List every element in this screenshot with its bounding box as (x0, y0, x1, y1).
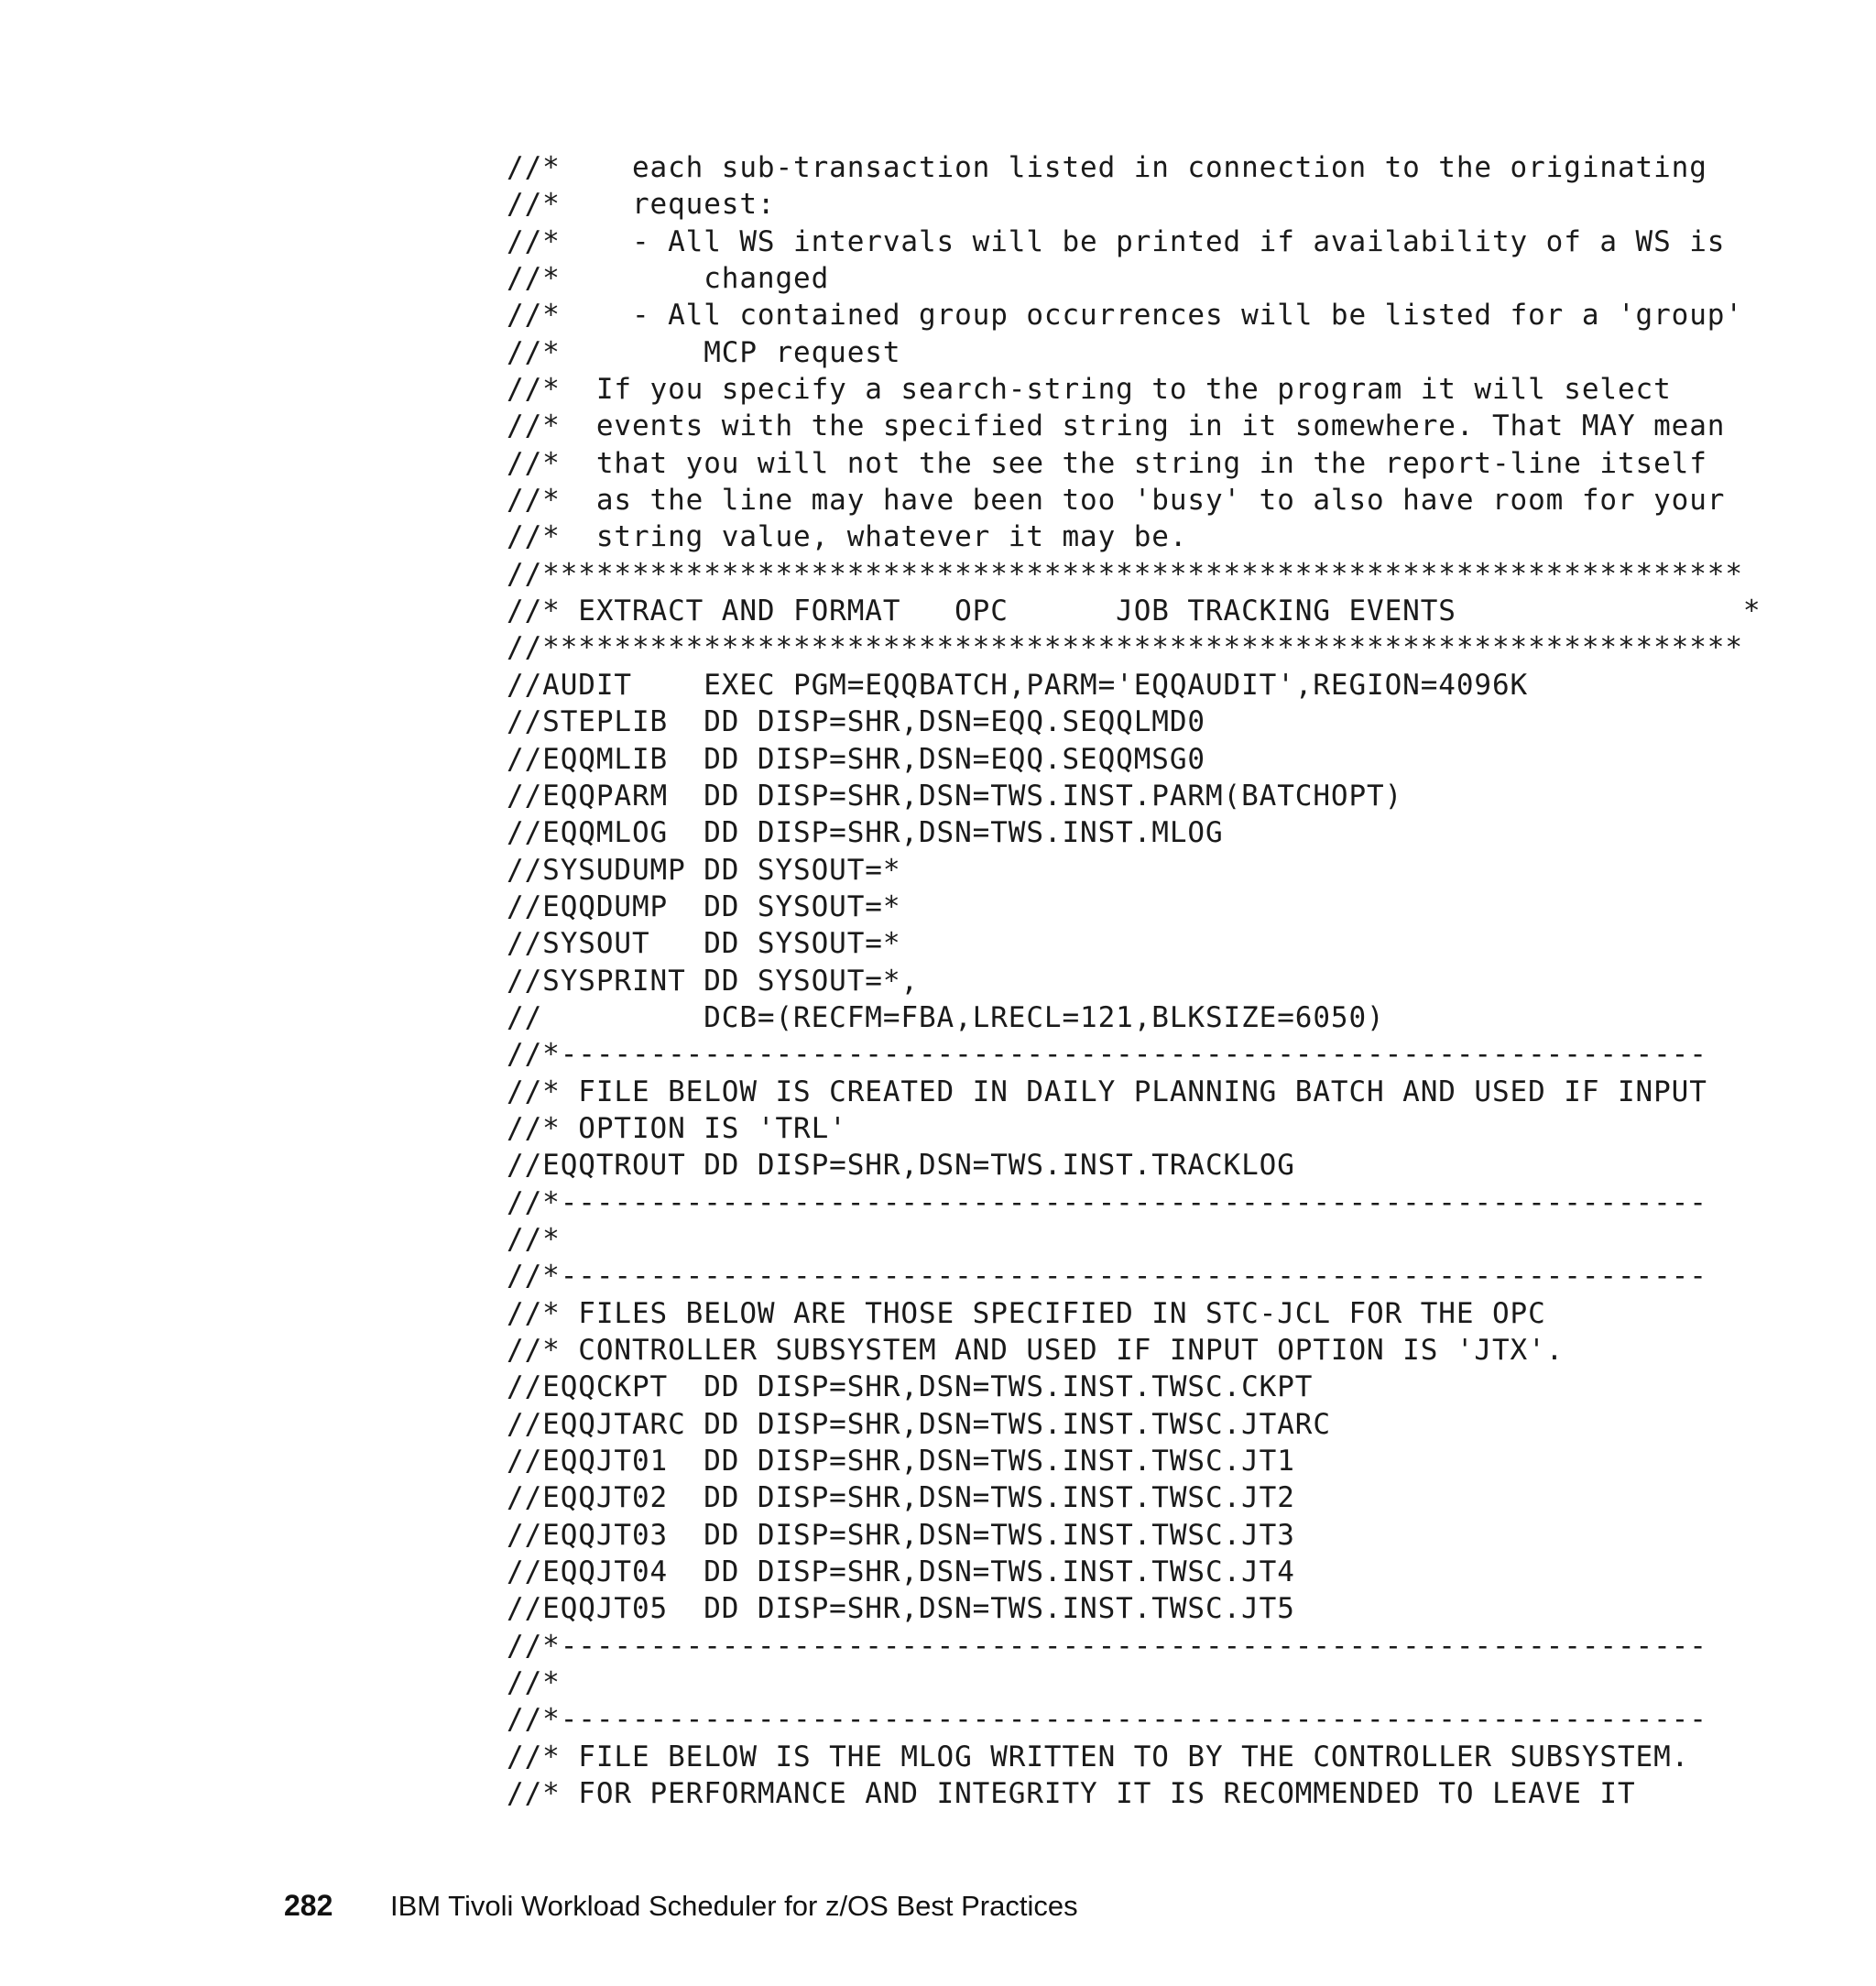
code-line: //EQQMLOG DD DISP=SHR,DSN=TWS.INST.MLOG (507, 816, 1224, 850)
code-line: //* each sub-transaction listed in connection to the originating (507, 151, 1707, 184)
code-line: //* (507, 1666, 561, 1700)
code-line: //SYSUDUMP DD SYSOUT=* (507, 853, 901, 887)
code-line: //* If you specify a search-string to the program it will select (507, 373, 1672, 407)
code-line: //EQQCKPT DD DISP=SHR,DSN=TWS.INST.TWSC.CKPT (507, 1370, 1314, 1404)
code-line: //EQQJT02 DD DISP=SHR,DSN=TWS.INST.TWSC.JT2 (507, 1481, 1295, 1515)
code-line: //SYSPRINT DD SYSOUT=*, (507, 964, 919, 998)
code-line: //* string value, whatever it may be. (507, 520, 1188, 554)
code-line: //* changed (507, 262, 830, 296)
code-line: //*---------------------------------------------------------------- (507, 1629, 1707, 1663)
code-line: //******************************************************************* (507, 557, 1743, 591)
code-line: //* - All WS intervals will be printed if availability of a WS is (507, 224, 1726, 258)
code-line: //*---------------------------------------------------------------- (507, 1260, 1707, 1293)
code-line: //* FILE BELOW IS THE MLOG WRITTEN TO BY THE CONTROLLER SUBSYSTEM. (507, 1740, 1690, 1773)
code-line: //*---------------------------------------------------------------- (507, 1038, 1707, 1072)
code-line: //* MCP request (507, 335, 901, 369)
code-line: //* as the line may have been too 'busy' to also have room for your (507, 484, 1726, 518)
code-line: //SYSOUT DD SYSOUT=* (507, 927, 901, 961)
code-line: //EQQJT05 DD DISP=SHR,DSN=TWS.INST.TWSC.JT5 (507, 1592, 1295, 1626)
page-number: 282 (284, 1889, 333, 1922)
book-title: IBM Tivoli Workload Scheduler for z/OS Best Practices (390, 1890, 1078, 1922)
code-line: //* request: (507, 188, 776, 222)
code-line: //* FILES BELOW ARE THOSE SPECIFIED IN STC-JCL FOR THE OPC (507, 1296, 1546, 1330)
code-line: //* FILE BELOW IS CREATED IN DAILY PLANNING BATCH AND USED IF INPUT (507, 1075, 1707, 1108)
code-line: //EQQJT03 DD DISP=SHR,DSN=TWS.INST.TWSC.JT3 (507, 1518, 1295, 1552)
code-line: //EQQMLIB DD DISP=SHR,DSN=EQQ.SEQQMSG0 (507, 742, 1205, 776)
code-line: //EQQJT01 DD DISP=SHR,DSN=TWS.INST.TWSC.JT1 (507, 1445, 1295, 1479)
code-line: //EQQJT04 DD DISP=SHR,DSN=TWS.INST.TWSC.JT4 (507, 1555, 1295, 1589)
code-line: //EQQJTARC DD DISP=SHR,DSN=TWS.INST.TWSC.JTARC (507, 1407, 1331, 1441)
code-line: //* FOR PERFORMANCE AND INTEGRITY IT IS RECOMMENDED TO LEAVE IT (507, 1777, 1636, 1811)
code-line: //*---------------------------------------------------------------- (507, 1703, 1707, 1737)
code-line: //*---------------------------------------------------------------- (507, 1185, 1707, 1219)
code-line: //AUDIT EXEC PGM=EQQBATCH,PARM='EQQAUDIT',REGION=4096K (507, 668, 1529, 702)
code-line: //* OPTION IS 'TRL' (507, 1111, 847, 1145)
code-line: //* that you will not the see the string in the report-line itself (507, 446, 1707, 480)
code-line: //* events with the specified string in it somewhere. That MAY mean (507, 409, 1726, 443)
code-line: //******************************************************************* (507, 631, 1743, 665)
code-line: //* CONTROLLER SUBSYSTEM AND USED IF INPUT OPTION IS 'JTX'. (507, 1334, 1565, 1367)
code-line: //EQQDUMP DD SYSOUT=* (507, 889, 901, 923)
jcl-code-listing (507, 149, 1761, 1812)
code-line: // DCB=(RECFM=FBA,LRECL=121,BLKSIZE=6050) (507, 1000, 1385, 1034)
code-line: //* (507, 1222, 561, 1256)
code-line: //EQQPARM DD DISP=SHR,DSN=TWS.INST.PARM(BATCHOPT) (507, 779, 1403, 813)
code-line: //EQQTROUT DD DISP=SHR,DSN=TWS.INST.TRACKLOG (507, 1149, 1295, 1183)
code-line: //* - All contained group occurrences will be listed for a 'group' (507, 299, 1743, 333)
code-line: //* EXTRACT AND FORMAT OPC JOB TRACKING EVENTS * (507, 595, 1761, 628)
page-footer (284, 1889, 1078, 1923)
code-line: //STEPLIB DD DISP=SHR,DSN=EQQ.SEQQLMD0 (507, 705, 1205, 739)
